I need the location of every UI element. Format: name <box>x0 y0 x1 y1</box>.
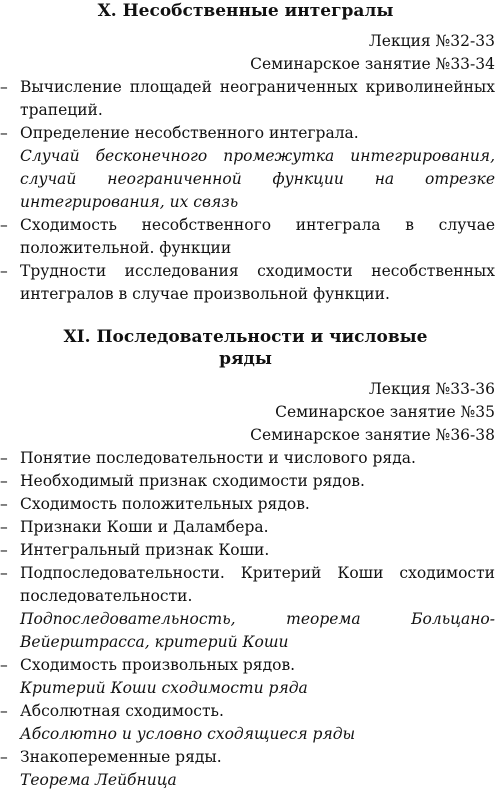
topic-text: Подпоследовательности. Критерий Коши сходимости последовательности. <box>20 564 495 605</box>
list-item <box>0 214 495 260</box>
topic-list <box>0 447 495 792</box>
bullet-dash: – <box>0 495 8 513</box>
list-item <box>0 516 495 539</box>
list-item <box>0 76 495 122</box>
topic-details: Абсолютно и условно сходящиеся ряды <box>20 725 356 743</box>
topic-list <box>0 76 495 306</box>
bullet-dash: – <box>0 518 8 536</box>
topic-text: Знакопеременные ряды. <box>20 748 222 766</box>
topic-details: Теорема Лейбница <box>20 771 177 789</box>
bullet-dash: – <box>0 124 8 142</box>
topic-text: Признаки Коши и Даламбера. <box>20 518 269 536</box>
lecture-ref: Лекция №33-36 <box>368 380 495 398</box>
topic-text: Сходимость несобственного интеграла в случае положительной. функции <box>20 216 495 257</box>
topic-text: Понятие последовательности и числового ряда. <box>20 449 416 467</box>
topic-text: Сходимость положительных рядов. <box>20 495 310 513</box>
list-item <box>0 470 495 493</box>
bullet-dash: – <box>0 449 8 467</box>
seminar-ref: Семинарское занятие №36-38 <box>250 426 495 444</box>
list-item <box>0 493 495 516</box>
bullet-dash: – <box>0 216 8 234</box>
section-title-sequences-series: XI. Последовательности и числовые ряды <box>63 327 428 369</box>
section-title-improper-integrals: X. Несобственные интегралы <box>97 1 394 21</box>
bullet-dash: – <box>0 564 8 582</box>
bullet-dash: – <box>0 262 8 280</box>
list-item <box>0 700 495 746</box>
topic-text: Сходимость произвольных рядов. <box>20 656 296 674</box>
bullet-dash: – <box>0 748 8 766</box>
bullet-dash: – <box>0 702 8 720</box>
seminar-ref: Семинарское занятие №35 <box>275 403 495 421</box>
topic-text: Необходимый признак сходимости рядов. <box>20 472 365 490</box>
topic-text: Интегральный признак Коши. <box>20 541 270 559</box>
bullet-dash: – <box>0 472 8 490</box>
list-item <box>0 122 495 214</box>
topic-text: Определение несобственного интеграла. <box>20 124 359 142</box>
topic-text: Вычисление площадей неограниченных криволинейных трапеций. <box>20 78 495 119</box>
bullet-dash: – <box>0 78 8 96</box>
topic-text: Абсолютная сходимость. <box>20 702 224 720</box>
topic-details: Подпоследовательность, теорема Больцано-Вейерштрасса, критерий Коши <box>20 610 495 651</box>
topic-text: Трудности исследования сходимости несобственных интегралов в случае произвольной функции. <box>20 262 495 303</box>
bullet-dash: – <box>0 656 8 674</box>
bullet-dash: – <box>0 541 8 559</box>
list-item <box>0 260 495 306</box>
section-references <box>0 378 495 447</box>
lecture-ref: Лекция №32-33 <box>368 32 495 50</box>
list-item <box>0 654 495 700</box>
list-item <box>0 447 495 470</box>
list-item <box>0 746 495 792</box>
topic-details: Критерий Коши сходимости ряда <box>20 679 308 697</box>
topic-details: Случай бесконечного промежутка интегрирования, случай неограниченной функции на отрезке интегрирования, их связь <box>20 147 495 211</box>
list-item <box>0 539 495 562</box>
seminar-ref: Семинарское занятие №33-34 <box>250 55 495 73</box>
section-references <box>0 30 495 76</box>
list-item <box>0 562 495 654</box>
